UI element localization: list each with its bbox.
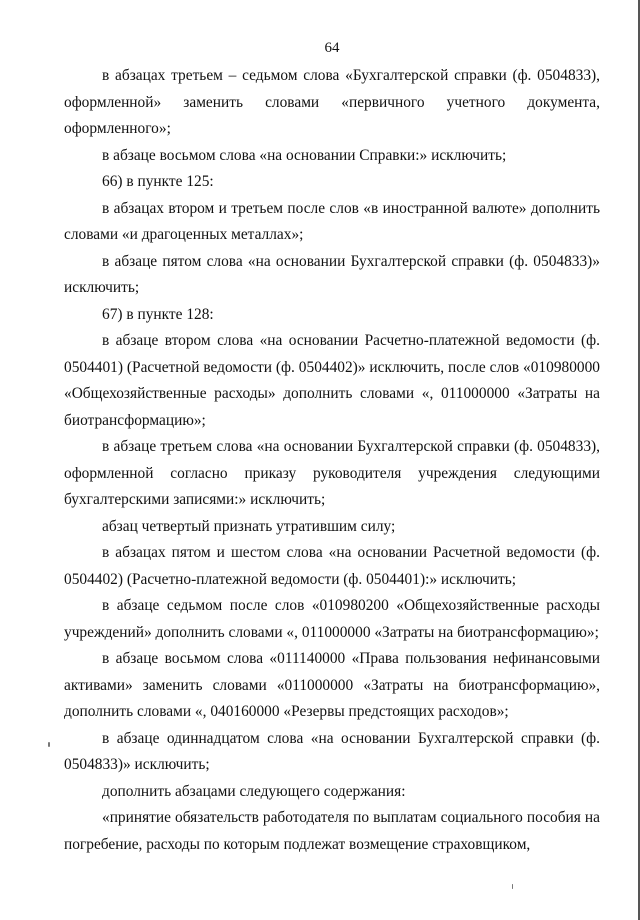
paragraph-9: абзац четвертый признать утратившим силу; <box>102 517 396 535</box>
scan-speck <box>512 884 513 889</box>
scan-speck <box>48 742 50 747</box>
paragraph-4: в абзацах втором и третьем после слов «в иностранной валюте» дополнить словами «и драгоценных металлах»; <box>64 199 600 243</box>
paragraph-14: дополнить абзацами следующего содержания: <box>102 782 406 800</box>
paragraph-15: «принятие обязательств работодателя по выплатам социального пособия на погребение, расходы по которым подлежат возмещение страховщиком, <box>64 809 600 853</box>
paragraph-12: в абзаце восьмом слова «011140000 «Права пользования нефинансовыми активами» заменить словами «011000000 «Затраты на биотрансформацию», дополнить словами «, 040160000 «Резервы предстоящих расходов»; <box>64 650 600 720</box>
paragraph-10: в абзацах пятом и шестом слова «на основании Расчетной ведомости (ф. 0504402) (Расчетно-платежной ведомости (ф. 0504401):» исключить; <box>64 544 600 588</box>
paragraph-6: 67) в пункте 128: <box>102 305 214 323</box>
page-number: 64 <box>324 40 340 56</box>
paragraph-8: в абзаце третьем слова «на основании Бухгалтерской справки (ф. 0504833), оформленной согласно приказу руководителя учреждения следующими бухгалтерскими записями:» исключить; <box>64 438 600 508</box>
paragraph-11: в абзаце седьмом после слов «010980200 «Общехозяйственные расходы учреждений» дополнить словами «, 011000000 «Затраты на биотрансформацию»; <box>64 597 600 641</box>
paragraph-13: в абзаце одиннадцатом слова «на основании Бухгалтерской справки (ф. 0504833)» исключить; <box>64 729 600 773</box>
paragraph-1: в абзацах третьем – седьмом слова «Бухгалтерской справки (ф. 0504833), оформленной» заменить словами «первичного учетного документа, оформленного»; <box>64 67 600 137</box>
paragraph-2: в абзаце восьмом слова «на основании Справки:» исключить; <box>102 146 507 164</box>
paragraph-3: 66) в пункте 125: <box>102 173 214 190</box>
paragraph-5: в абзаце пятом слова «на основании Бухгалтерской справки (ф. 0504833)» исключить; <box>64 252 600 296</box>
paragraph-7: в абзаце втором слова «на основании Расчетно-платежной ведомости (ф. 0504401) (Расчетной ведомости (ф. 0504402)» исключить, после слов «010980000 «Общехозяйственные расходы» дополнить словами «, 011000000 «Затраты на биотрансформацию»; <box>64 332 600 429</box>
